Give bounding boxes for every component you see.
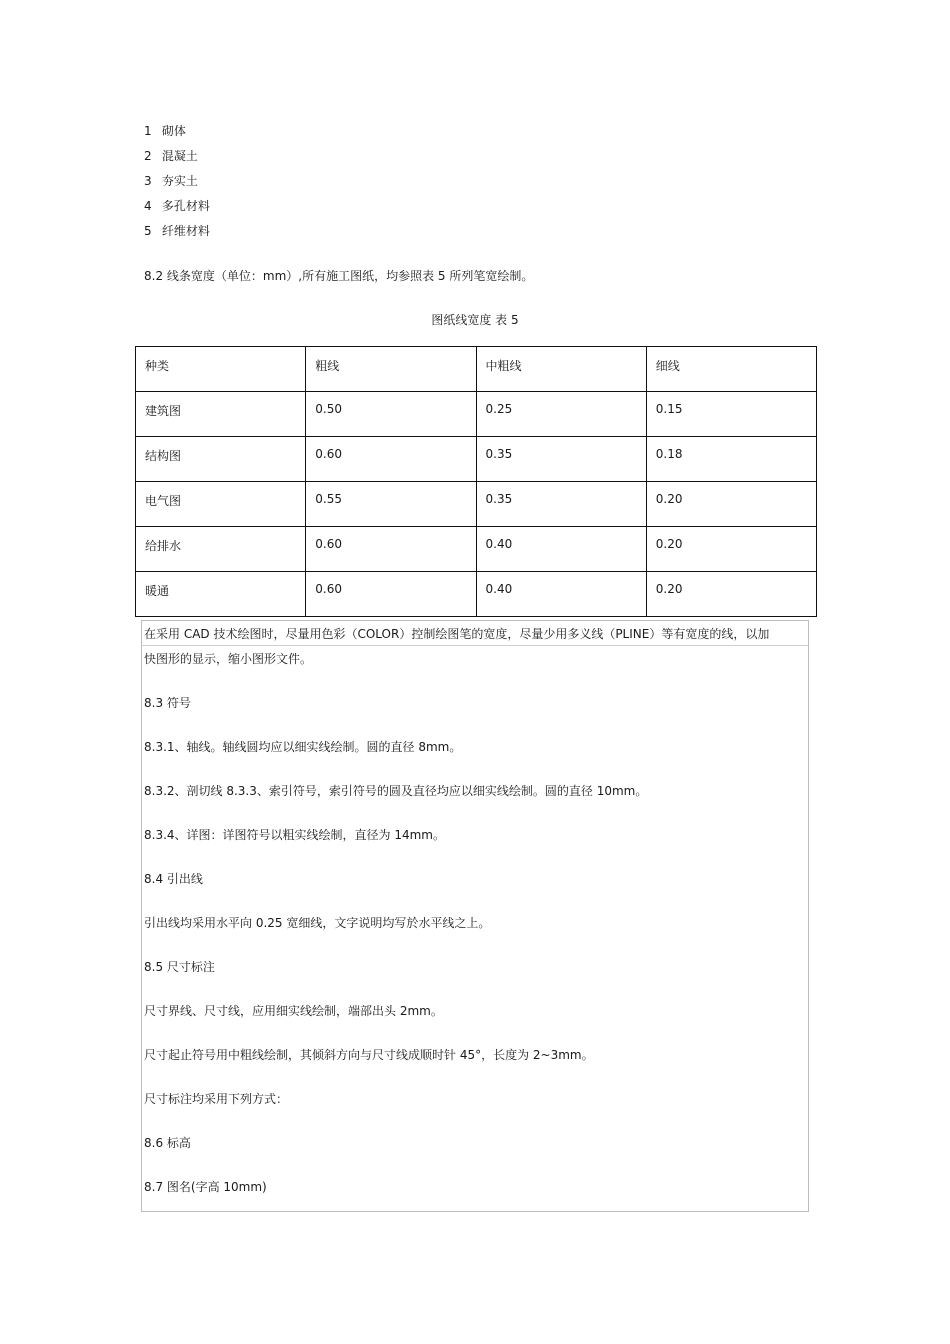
text-8-3-1: 8.3.1、轴线。轴线圆均应以细实线绘制。圆的直径 8mm。 bbox=[144, 740, 462, 754]
header-text: 种类 bbox=[145, 359, 170, 373]
list-item bbox=[144, 122, 210, 147]
list-text: 混凝土 bbox=[161, 149, 198, 163]
table-row bbox=[136, 482, 817, 527]
header-text: 中粗线 bbox=[485, 359, 522, 373]
cell-text: 0.20 bbox=[655, 537, 683, 551]
list-item bbox=[144, 222, 210, 247]
line-width-table bbox=[135, 346, 817, 617]
list-text: 多孔材料 bbox=[161, 199, 210, 213]
cell-text: 0.60 bbox=[315, 447, 342, 461]
table-caption: 图纸线宽度 表 5 bbox=[431, 313, 519, 327]
list-item bbox=[144, 197, 210, 222]
notes-box bbox=[141, 620, 809, 1212]
header-cell bbox=[646, 347, 816, 392]
cell-text: 0.40 bbox=[485, 537, 513, 551]
table-cell bbox=[136, 392, 306, 437]
list-text: 纤维材料 bbox=[161, 224, 210, 238]
cell-text: 建筑图 bbox=[145, 404, 182, 418]
list-text: 夯实土 bbox=[161, 174, 198, 188]
table-cell bbox=[476, 437, 646, 482]
text-8-3-4: 8.3.4、详图：详图符号以粗实线绘制，直径为 14mm。 bbox=[144, 828, 445, 842]
cell-text: 0.18 bbox=[655, 447, 683, 461]
cell-text: 0.50 bbox=[315, 402, 342, 416]
table-row bbox=[136, 437, 817, 482]
material-list bbox=[144, 122, 210, 247]
cell-text: 电气图 bbox=[145, 494, 182, 508]
table-row bbox=[136, 527, 817, 572]
list-text: 砌体 bbox=[161, 124, 186, 138]
header-cell bbox=[476, 347, 646, 392]
text-8-3-2: 8.3.2、剖切线 8.3.3、索引符号，索引符号的圆及直径均应以细实线绘制。圆的直径 10mm。 bbox=[144, 784, 648, 798]
cell-text: 0.60 bbox=[315, 582, 342, 596]
divider bbox=[142, 645, 808, 646]
cell-text: 0.25 bbox=[485, 402, 513, 416]
cell-text: 0.40 bbox=[485, 582, 513, 596]
cell-text: 0.60 bbox=[315, 537, 342, 551]
list-number: 2 bbox=[144, 149, 152, 163]
section-8-2-paragraph: 8.2 线条宽度（单位：mm）,所有施工图纸，均参照表 5 所列笔宽绘制。 bbox=[144, 269, 534, 283]
table-header-row bbox=[136, 347, 817, 392]
heading-8-5: 8.5 尺寸标注 bbox=[144, 960, 215, 974]
table-cell bbox=[646, 527, 816, 572]
list-item bbox=[144, 172, 210, 197]
heading-8-6: 8.6 标高 bbox=[144, 1136, 191, 1150]
table-cell bbox=[136, 527, 306, 572]
heading-8-3: 8.3 符号 bbox=[144, 696, 191, 710]
table-cell bbox=[646, 392, 816, 437]
header-text: 粗线 bbox=[315, 359, 340, 373]
text-8-5-1: 尺寸界线、尺寸线，应用细实线绘制，端部出头 2mm。 bbox=[144, 1004, 443, 1018]
table-cell bbox=[476, 482, 646, 527]
cell-text: 0.20 bbox=[655, 492, 683, 506]
cell-text: 给排水 bbox=[145, 539, 182, 553]
cell-text: 0.55 bbox=[315, 492, 342, 506]
table-cell bbox=[306, 392, 476, 437]
table-cell bbox=[646, 437, 816, 482]
header-cell bbox=[136, 347, 306, 392]
cell-text: 0.20 bbox=[655, 582, 683, 596]
cell-text: 0.35 bbox=[485, 492, 513, 506]
cell-text: 结构图 bbox=[145, 449, 182, 463]
cell-text: 0.35 bbox=[485, 447, 513, 461]
cell-text: 0.15 bbox=[655, 402, 683, 416]
table-cell bbox=[306, 572, 476, 617]
list-number: 3 bbox=[144, 174, 152, 188]
table-cell bbox=[476, 572, 646, 617]
table-cell bbox=[476, 527, 646, 572]
header-text: 细线 bbox=[655, 359, 680, 373]
table-cell bbox=[646, 482, 816, 527]
text-8-4: 引出线均采用水平向 0.25 宽细线，文字说明均写於水平线之上。 bbox=[144, 916, 491, 930]
table-row bbox=[136, 392, 817, 437]
table-cell bbox=[136, 482, 306, 527]
cad-note-line-2: 快图形的显示，缩小图形文件。 bbox=[144, 652, 313, 666]
cad-note-line-1: 在采用 CAD 技术绘图时，尽量用色彩（COLOR）控制绘图笔的宽度，尽量少用多义线（PLINE）等有宽度的线，以加 bbox=[144, 627, 770, 641]
text-8-5-2: 尺寸起止符号用中粗线绘制，其倾斜方向与尺寸线成顺时针 45°，长度为 2~3mm。 bbox=[144, 1048, 594, 1062]
heading-8-7: 8.7 图名(字高 10mm) bbox=[144, 1180, 267, 1194]
table-cell bbox=[306, 482, 476, 527]
table-cell bbox=[136, 437, 306, 482]
table-row bbox=[136, 572, 817, 617]
list-number: 4 bbox=[144, 199, 152, 213]
table-cell bbox=[136, 572, 306, 617]
list-number: 1 bbox=[144, 124, 152, 138]
table-cell bbox=[306, 437, 476, 482]
table-cell bbox=[476, 392, 646, 437]
list-item bbox=[144, 147, 210, 172]
table-cell bbox=[306, 527, 476, 572]
text-8-5-3: 尺寸标注均采用下列方式： bbox=[144, 1092, 289, 1106]
cell-text: 暖通 bbox=[145, 584, 170, 598]
header-cell bbox=[306, 347, 476, 392]
list-number: 5 bbox=[144, 224, 152, 238]
table-cell bbox=[646, 572, 816, 617]
heading-8-4: 8.4 引出线 bbox=[144, 872, 203, 886]
